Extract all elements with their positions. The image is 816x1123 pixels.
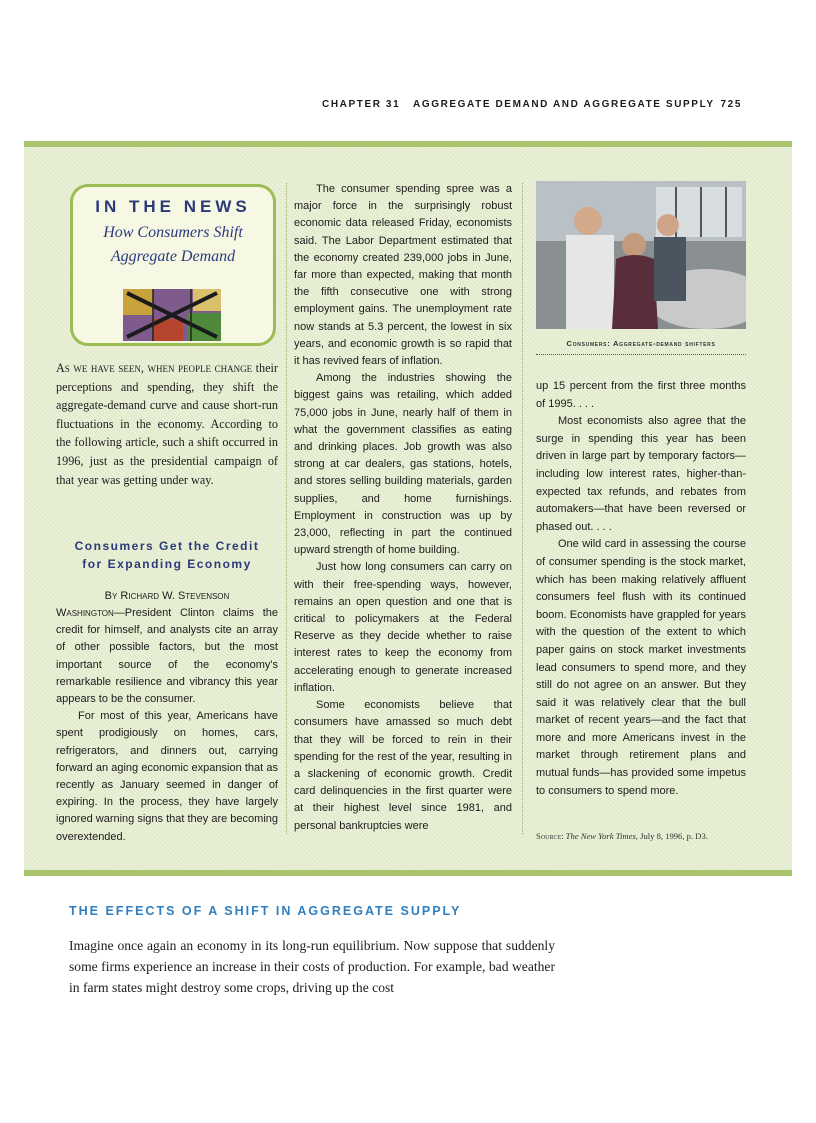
headline-line1: Consumers Get the Credit bbox=[74, 539, 260, 553]
article-body-col1 bbox=[56, 605, 278, 846]
car-dealership-photo bbox=[536, 181, 746, 329]
paragraph: One wild card in assessing the course of consumer spending is the stock market, which has been making relatively affluent consumers feel flush with its continued boom. Economists have grappled for years with the question of the extent to which paper gains on stock market investments lead consumers to spend more, and they still do not agree on an answer. But they said it was relatively clear that the bull market of recent years—and the fact that more and more Americans invest in the market through retirement plans and mutual funds—has provided some impetus to consumers to spend more. bbox=[536, 538, 746, 797]
news-subtitle-line2: Aggregate Demand bbox=[110, 248, 236, 265]
byline: By Richard W. Stevenson bbox=[104, 590, 230, 602]
paragraph: For most of this year, Americans have spent prodigiously on homes, cars, refrigerators, and dinners out, carrying forward an aging economic expansion that as recently as January seemed in danger of expiring. In the process, they have largely ignored warning signs that they are becoming overextended. bbox=[56, 710, 278, 843]
section-heading: THE EFFECTS OF A SHIFT IN AGGREGATE SUPPLY bbox=[69, 904, 462, 918]
paragraph: up 15 percent from the first three months of 1995. . . . bbox=[536, 380, 746, 410]
intro-text: their perceptions and spending, they shift the aggregate-demand curve and cause short-run fluctuations in the economy. According to the following article, such a shift occurred in 1996, just as the presidential campaign of that year was getting under way. bbox=[56, 361, 278, 487]
intro-lead: As we have seen, when people change bbox=[56, 361, 253, 375]
paragraph: Most economists also agree that the surge in spending this year has been driven in large part by temporary factors—including low interest rates, higher-than-expected tax refunds, and rebates from automakers—that have been reversed or phased out. . . . bbox=[536, 415, 746, 533]
source-publication: The New York Times, bbox=[565, 831, 638, 841]
in-the-news-box bbox=[70, 184, 276, 346]
section-body: Imagine once again an economy in its long-run equilibrium. Now suppose that suddenly some firms experience an increase in their costs of production. For example, bad weather in farm states might destroy some crops, driving up the cost bbox=[69, 938, 555, 995]
news-subtitle-line1: How Consumers Shift bbox=[103, 224, 243, 241]
news-collage-image bbox=[123, 289, 221, 341]
photo-caption: Consumers: Aggregate-demand shifters bbox=[536, 339, 746, 355]
paragraph: Just how long consumers can carry on with their free-spending ways, however, remains an open question and one that is critical to policymakers at the Federal Reserve as they decide whether to raise interest rates to keep the economy from accelerating enough to generate increased inflation. bbox=[294, 561, 512, 694]
paragraph-text: —President Clinton claims the credit for himself, and analysts cite an array of other possible factors, but the most important source of the economy's remarkable resilience and vibrancy this year appears to be the consumer. bbox=[56, 607, 278, 706]
page-number: 725 bbox=[720, 99, 742, 110]
column-divider bbox=[522, 183, 523, 834]
news-subtitle bbox=[73, 221, 273, 269]
paragraph bbox=[56, 605, 278, 708]
column-2 bbox=[294, 181, 512, 835]
source-citation bbox=[536, 831, 746, 841]
in-the-news-panel bbox=[24, 141, 792, 876]
news-label: IN THE NEWS bbox=[95, 197, 251, 216]
chapter-title: CHAPTER 31 AGGREGATE DEMAND AND AGGREGATE SUPPLY bbox=[322, 99, 715, 110]
dateline: Washington bbox=[56, 607, 114, 619]
headline-line2: for Expanding Economy bbox=[82, 557, 252, 571]
paragraph: The consumer spending spree was a major force in the surprisingly robust economic data released Friday, economists said. The Labor Department estimated that the economy created 239,000 jobs in June, far more than expected, making that month the fifth consecutive one with strong employment gains. The unemployment rate now stands at 5.3 percent, the lowest in six years, and economic growth is so rapid that it has revived fears of inflation. bbox=[294, 183, 512, 368]
paragraph: Some economists believe that consumers have amassed so much debt that they will be forced to rein in their spending for the rest of the year, resulting in a slackening of economic growth. Credit card delinquencies in the first quarter were at their highest level since 1981, and personal bankruptcies were bbox=[294, 699, 512, 832]
running-head bbox=[322, 99, 742, 110]
paragraph: Among the industries showing the biggest gains was retailing, which added 75,000 jobs in June, nearly half of them in what the government classifies as eating and drinking places. Job growth was also strong at car dealers, gas stations, hotels, and stores selling building materials, garden supplies, and home furnishings. Employment in construction was up by 23,000, reflecting in part the continued upward strength of home building. bbox=[294, 372, 512, 557]
column-divider bbox=[286, 183, 287, 834]
article-headline bbox=[56, 537, 278, 573]
column-3 bbox=[536, 378, 746, 800]
sidebar-intro bbox=[56, 359, 278, 489]
source-date: July 8, 1996, p. D3. bbox=[640, 831, 708, 841]
source-label: Source: bbox=[536, 831, 564, 841]
